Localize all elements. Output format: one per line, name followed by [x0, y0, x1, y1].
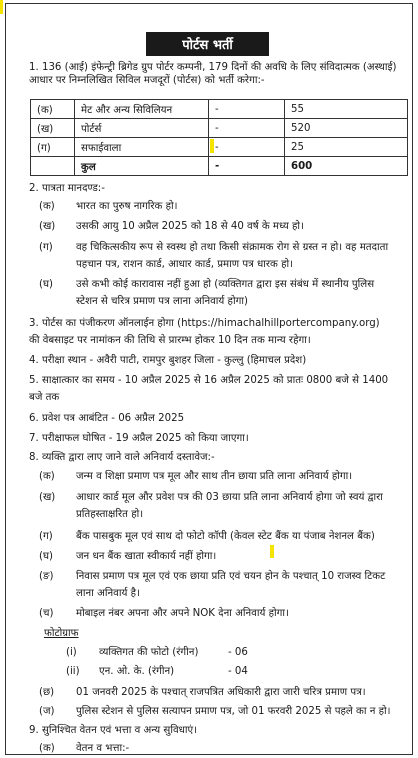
list-item: जन धन बैंक खाता स्वीकार्य नहीं होगा।: [76, 551, 217, 562]
section-8-title: 8. व्यक्ति द्वारा लाए जाने वाले अनिवार्य दस्तावेज:-: [29, 452, 215, 463]
highlight-mark: [210, 139, 214, 153]
row-marker: [31, 157, 75, 176]
list-item-continued: स्टेशन से चरित्र प्रमाण पत्र लाना अनिवार्य होगा): [76, 296, 248, 307]
row-marker: (ख): [31, 119, 75, 138]
list-item-continued: पहचान पत्र, राशन कार्ड, आधार कार्ड, प्रमाण पत्र धारक हो।: [76, 259, 294, 270]
list-item-continued: लाना अनिवार्य है।: [76, 588, 140, 599]
highlight-mark: [270, 545, 274, 558]
photo-item-label: एन. ओ. के. (रंगीन): [99, 666, 175, 677]
list-marker: (छ): [39, 687, 55, 698]
list-marker: (ग): [39, 242, 53, 253]
table-total-row: [31, 157, 408, 176]
staff-table: [30, 99, 408, 176]
section-9-title: 9. सुनिश्चित वेतन एवं भत्ता व अन्य सुविधाएं।: [29, 725, 198, 736]
table-row: [31, 138, 408, 157]
notice-document: [5, 3, 413, 755]
section-3-line: की वेबसाइट पर नामांकन की तिथि से प्रारम्भ होकर 10 दिन तक मान्य रहेगा।: [29, 335, 311, 346]
list-item: मोबाइल नंबर अपना और अपने NOK देना अनिवार्य होगा।: [76, 608, 289, 619]
list-marker: (ज): [39, 706, 55, 717]
list-marker: (ख): [39, 492, 56, 503]
list-item: वेतन व भत्ता:-: [76, 743, 130, 754]
row-marker: (ग): [31, 138, 75, 157]
row-dash: -: [209, 100, 285, 119]
photograph-heading: फोटोग्राफ: [44, 628, 79, 639]
total-label: कुल: [75, 157, 209, 176]
section-7: 7. परीक्षाफल घोषित - 19 अप्रैल 2025 को किया जाएगा।: [29, 433, 249, 444]
section-5-line: 5. साक्षात्कार का समय - 10 अप्रैल 2025 से 16 अप्रैल 2025 को प्रातः 0800 बजे से 1400: [29, 375, 389, 386]
list-marker: (च): [39, 608, 54, 619]
list-marker: (घ): [39, 279, 53, 290]
list-item: भारत का पुरुष नागरिक हो।: [76, 201, 178, 212]
list-item: वह चिकित्सकीय रूप से स्वस्थ हो तथा किसी संक्रामक रोग से ग्रस्त न हो। वह मतदाता: [76, 242, 389, 253]
list-item-continued: प्रतिहस्ताक्षरित हो।: [76, 509, 144, 520]
photo-item-value: - 06: [228, 647, 248, 658]
section-3-line: 3. पोर्टस का पंजीकरण ऑनलाईन होगा (https://himachalhillportercompany.org): [29, 318, 380, 329]
list-item: बैंक पासबुक मूल एवं साथ दो फोटो कॉपी (केवल स्टेट बैंक या पंजाब नेशनल बैंक): [76, 531, 375, 542]
list-item: उसे कभी कोई कारावास नहीं हुआ हो (व्यक्तिगत द्वारा इस संबंध में स्थानीय पुलिस: [76, 279, 375, 290]
section-6: 6. प्रवेश पत्र आबंटित - 06 अप्रैल 2025: [29, 413, 185, 424]
list-marker: (ग): [39, 531, 53, 542]
total-dash: -: [209, 157, 285, 176]
list-marker: (ii): [66, 666, 80, 677]
list-item: उसकी आयु 10 अप्रैल 2025 को 18 से 40 वर्ष के मध्य हो।: [76, 221, 304, 232]
table-row: [31, 119, 408, 138]
total-value: 600: [285, 157, 408, 176]
row-dash: -: [209, 119, 285, 138]
section-4: 4. परीक्षा स्थान - अवैरी पाटी, रामपुर बुशहर जिला - कुल्लु (हिमाचल प्रदेश): [29, 355, 307, 366]
list-item: पुलिस स्टेशन से पुलिस सत्यापन प्रमाण पत्र, जो 01 फरवरी 2025 से पहले का न हो।: [76, 706, 391, 717]
list-item: जन्म व शिक्षा प्रमाण पत्र मूल और साथ तीन छाया प्रति लाना अनिवार्य होगा।: [76, 471, 353, 482]
list-marker: (ख): [39, 221, 56, 232]
list-marker: (ङ): [39, 571, 54, 582]
photo-item-label: व्यक्तिगत की फोटो (रंगीन): [99, 647, 199, 658]
section-2-title: 2. पात्रता मानदण्ड:-: [29, 183, 105, 194]
list-marker: (क): [39, 201, 55, 212]
list-marker: (घ): [39, 551, 53, 562]
photo-item-value: - 04: [228, 666, 248, 677]
row-label: मेट और अन्य सिविलियन: [75, 100, 209, 119]
row-label: पोर्टर्स: [75, 119, 209, 138]
row-count: 520: [285, 119, 408, 138]
section-5-line: बजे तक: [29, 392, 60, 403]
list-item: निवास प्रमाण पत्र मूल एवं एक छाया प्रति एवं चयन होन के पश्चात् 10 राजस्व टिकट: [76, 571, 386, 582]
row-label: सफाईवाला: [75, 138, 209, 157]
list-marker: (क): [39, 743, 55, 754]
row-dash: -: [209, 138, 285, 157]
row-marker: (क): [31, 100, 75, 119]
list-item: आधार कार्ड मूल और प्रवेश पत्र की 03 छाया प्रति लाना अनिवार्य होगा जो स्वयं द्वारा: [76, 492, 383, 503]
row-count: 25: [285, 138, 408, 157]
intro-paragraph: 1. 136 (आई) इंफेन्ट्री ब्रिगेड ग्रुप पोर्टर कम्पनी, 179 दिनों की अवधि के लिए संविदात्मक (अस्थाई) आधार पर निम्नलिखित सिविल मजदूरों (पोर्टस) को भर्ती करेगा:-: [29, 62, 397, 86]
page-title: पोर्टस भर्ती: [146, 32, 269, 56]
highlight-mark: [0, 0, 3, 14]
row-count: 55: [285, 100, 408, 119]
list-marker: (i): [66, 647, 77, 658]
table-row: [31, 100, 408, 119]
list-item: 01 जनवरी 2025 के पश्चात् राजपत्रित अधिकारी द्वारा जारी चरित्र प्रमाण पत्र।: [76, 687, 366, 698]
list-marker: (क): [39, 471, 55, 482]
